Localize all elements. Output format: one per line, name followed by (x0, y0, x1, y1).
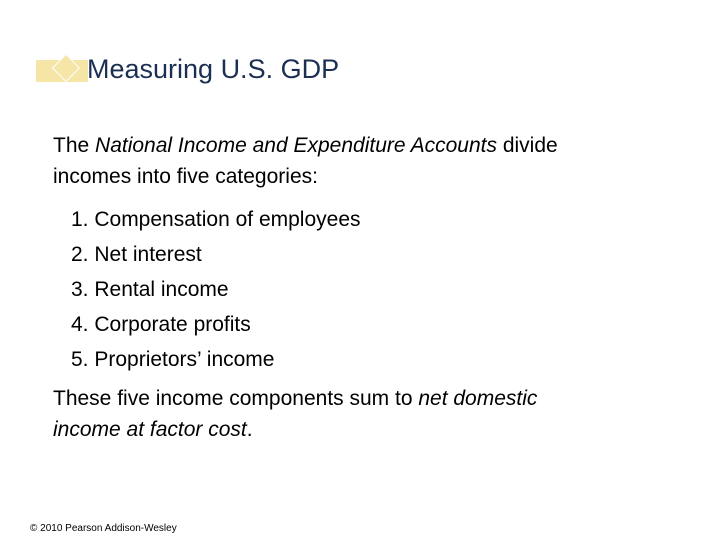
intro-text-start: The (53, 134, 96, 157)
intro-accounts-name: National Income and Expenditure Accounts (95, 134, 497, 157)
list-item: 5. Proprietors’ income (71, 348, 275, 371)
income-categories-list (71, 202, 361, 377)
copyright-footer: © 2010 Pearson Addison-Wesley (30, 523, 177, 534)
intro-text-line2: incomes into five categories: (53, 165, 318, 188)
intro-text-end: divide (497, 134, 558, 157)
summary-text-start: These five income components sum to (53, 387, 419, 410)
summary-term-line2: income at factor cost (53, 418, 247, 441)
summary-paragraph (53, 383, 537, 445)
slide-title: Measuring U.S. GDP (87, 54, 340, 84)
list-item: 2. Net interest (71, 243, 202, 266)
intro-paragraph (53, 130, 558, 192)
summary-text-end: . (246, 418, 253, 441)
list-item: 1. Compensation of employees (71, 208, 361, 231)
list-item: 4. Corporate profits (71, 313, 251, 336)
list-item: 3. Rental income (71, 278, 229, 301)
summary-term-line1: net domestic (418, 387, 538, 410)
